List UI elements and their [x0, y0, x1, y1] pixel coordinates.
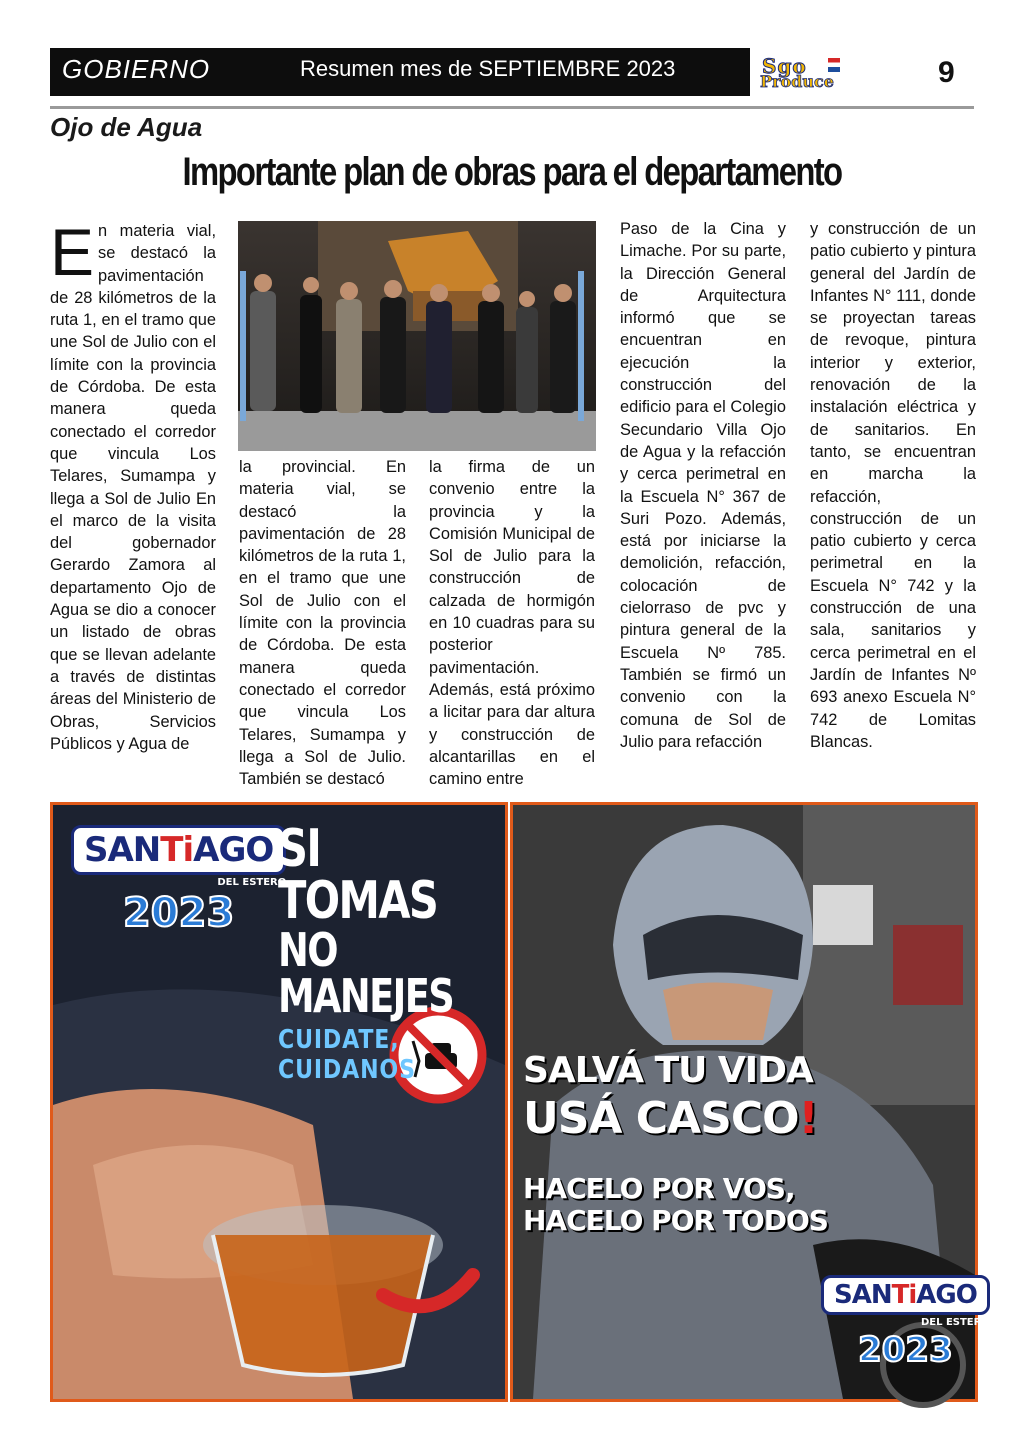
ad-drink-driving	[50, 802, 508, 1402]
article-column-4: Paso de la Cina y Limache. Por su parte, la Dirección General de Arquitectura informó que se encuentran en ejecución la construcción del edificio para el Colegio Secundario Villa Ojo de Agua y la refacción y cerca perimetral en la Escuela N° 367 de Suri Pozo. Además, está por iniciarse la demolición, refacción, colocación de cielorraso de pvc y pintura general de la Escuela Nº 785. También se firmó un convenio con la comuna de Sol de Julio para refacción	[620, 220, 786, 751]
helmet-slogan-line-1: SALVÁ TU VIDA	[523, 1050, 813, 1091]
brand-wordmark: SANTiAGO	[71, 825, 286, 875]
helmet-slogan-line-2: USÁ CASCO!	[523, 1093, 818, 1144]
article-column-1	[50, 215, 216, 798]
slogan-line-2: NO MANEJES	[278, 923, 454, 1023]
drink-drive-slogan	[278, 819, 503, 1085]
article-headline: Importante plan de obras para el departamento	[182, 150, 842, 194]
helmet-slogan-lines-3-4: HACELO POR VOS, HACELO POR TODOS	[523, 1172, 828, 1237]
issue-summary: Resumen mes de SEPTIEMBRE 2023	[300, 56, 676, 81]
logo-line1: Sgo	[762, 54, 807, 78]
section-header-bar	[50, 48, 750, 96]
santiago-brand-right	[821, 1275, 990, 1370]
brand-subtitle: DEL ESTERO	[217, 877, 287, 888]
slogan-line-1: SI TOMAS	[278, 819, 438, 931]
publication-logo	[756, 54, 901, 92]
section-title: GOBIERNO	[62, 54, 211, 84]
officials-photo-illustration	[238, 221, 596, 451]
article-column-3: la firma de un convenio entre la provincia y la Comisión Municipal de Sol de Julio para la construcción de calzada de hormigón en 10 cuadras para su posterior pavimentación. Además, está próximo a licitar para dar altura y construcción de alcantarillas en el camino entre	[429, 458, 595, 789]
brand-year: 2023	[122, 890, 235, 936]
flag-icon	[828, 58, 840, 72]
slogan-line-3: CUIDATE, CUIDANOS	[278, 1025, 416, 1085]
brand-year: 2023	[858, 1330, 953, 1370]
article-column-5: y construcción de un patio cubierto y pintura general del Jardín de Infantes N° 111, donde se proyectan tareas de revoque, pintura interior y exterior, renovación de la instalación eléctrica y de sanitarios. En tanto, se encuentran en marcha la refacción, construcción de un patio cubierto y cerca perimetral en la Escuela N° 742 y la construcción de una sala, sanitarios y cerca perimetral en el Jardín de Infantes Nº 693 anexo Escuela N° 742 de Lomitas Blancas.	[810, 220, 976, 751]
drop-cap: E	[50, 215, 95, 289]
page-number: 9	[938, 56, 955, 89]
logo-line2: Produce	[760, 72, 834, 91]
brand-subtitle: DEL ESTERO	[920, 1317, 990, 1328]
article-photo	[238, 221, 596, 451]
article-column-2: la provincial. En materia vial, se destacó la pavimentación de 28 kilómetros de la ruta 1, en el tramo que une Sol de Julio con el límite con la provincia de Córdoba. De esta manera queda conectado el corredor que vincula Los Telares, Sumampa y llega a Sol de Julio. También se destacó	[239, 458, 406, 789]
ad-helmet-safety	[510, 802, 990, 1402]
article-location: Ojo de Agua	[50, 112, 203, 142]
article-column-1-text: n materia vial, se destacó la pavimentación de 28 kilómetros de la ruta 1, en el tramo que une Sol de Julio con el límite con la provincia de Córdoba. De esta manera queda conectado el corredor que vincula Los Telares, Sumampa y llega a Sol de Julio En el marco de la visita del gobernador Gerardo Zamora al departamento Ojo de Agua se dio a conocer un listado de obras que se llevan adelante a través de distintas áreas del Ministerio de Obras, Servicios Públicos y Agua de	[50, 222, 216, 753]
santiago-brand-left	[71, 825, 286, 936]
header-divider	[50, 106, 974, 109]
brand-wordmark: SANTiAGO	[821, 1275, 990, 1315]
